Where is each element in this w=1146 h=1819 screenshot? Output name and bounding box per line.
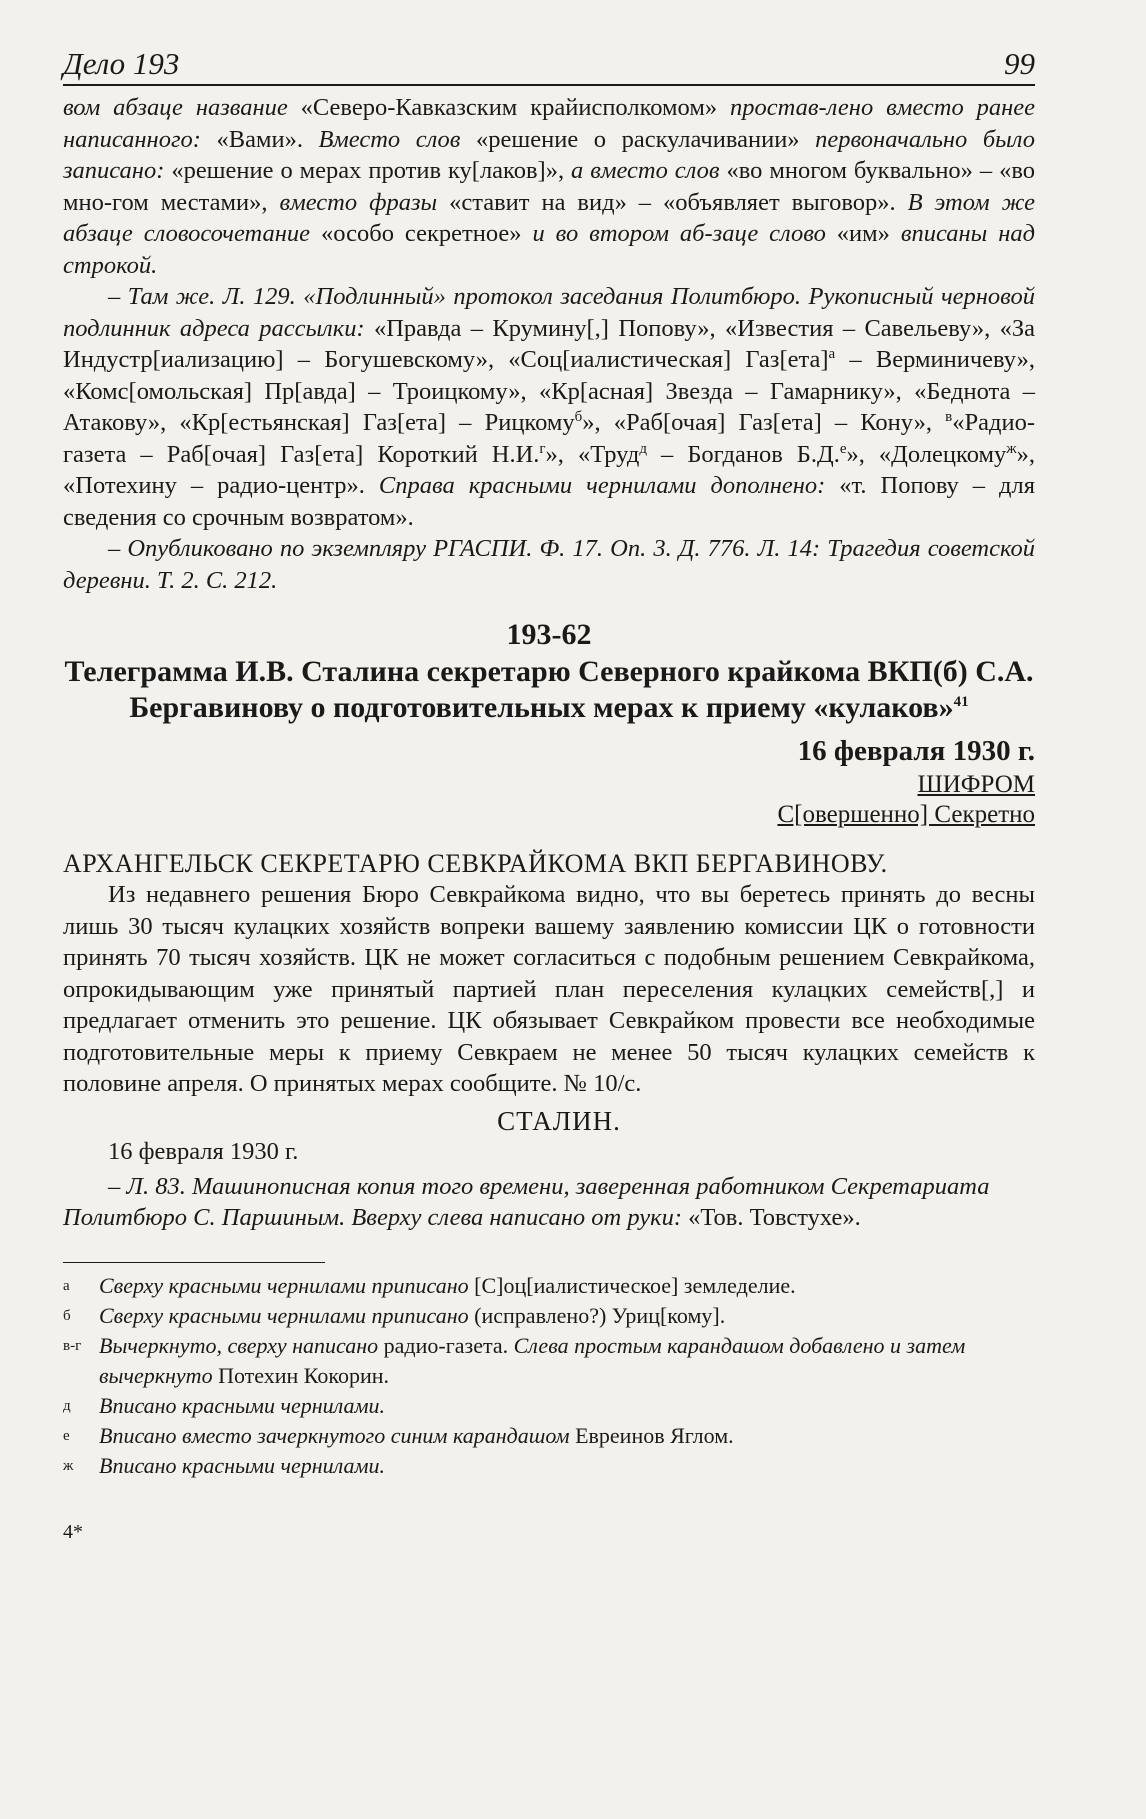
footnote-quote: (исправлено?) Уриц[кому]. (474, 1302, 726, 1328)
note-text: первоначально было записано: (63, 125, 1036, 184)
footnote (63, 1421, 1035, 1451)
note-text: вписаны над строкой. (63, 220, 1035, 279)
note-text: и во втором аб-заце слово (521, 220, 837, 247)
running-header (63, 40, 1035, 86)
footnotes (63, 1271, 1035, 1481)
footnote-ref: ж (1006, 440, 1017, 457)
footnote-text: Слева простым карандашом добавлено и затем вычеркнуто (99, 1332, 966, 1388)
source-quote: «Радио-газета – Раб[очая] Газ[ета] Короткий Н.И. (63, 409, 1036, 468)
note-quote: «во многом буквально» – «во мно-гом местами», (63, 157, 1035, 216)
endnote-ref: 41 (953, 694, 969, 710)
note-text: вом абзаце название (63, 94, 301, 121)
footnote-quote: Потехин Кокорин. (218, 1362, 390, 1388)
stamp-block (63, 770, 1035, 830)
signature-date: 16 февраля 1930 г. (108, 1137, 299, 1165)
source-quote: », «Долецкому (846, 440, 1007, 468)
source-quote: », «Раб[очая] Газ[ета] – Кону», (582, 409, 946, 436)
document-number: 193-62 (506, 618, 592, 651)
editorial-note-continued (63, 92, 1035, 281)
note-text: простав-лено вместо ранее написанного: (63, 94, 1035, 153)
page-number: 99 (1004, 46, 1035, 81)
note-quote: «ставит на вид» – «объявляет выговор». (449, 188, 896, 216)
footnote-ref: е (839, 440, 847, 457)
source-note (63, 281, 1035, 533)
note-text: вместо фразы (267, 188, 450, 216)
source-quote: – Богданов Б.Д. (647, 440, 840, 468)
source-quote: «т. Попову – для сведения со срочным возвратом». (63, 472, 1035, 531)
signature-folio: 4* (63, 1520, 83, 1543)
note-text: а вместо слов (564, 157, 727, 184)
document-title-text: Телеграмма И.В. Сталина секретарю Северного крайкома ВКП(б) С.А. Бергавинову о подготовительных мерах к приему «кулаков» (64, 655, 1034, 724)
footnote-text: Вписано красными чернилами. (99, 1452, 386, 1478)
note-quote: «им» (836, 220, 890, 247)
addressee: АРХАНГЕЛЬСК СЕКРЕТАРЮ СЕВКРАЙКОМА ВКП БЕРГАВИНОВУ. (63, 849, 888, 878)
footnote-quote: [С]оц[иалистическое] земледелие. (474, 1272, 796, 1298)
note-quote: «решение о мерах против ку[лаков]», (171, 157, 565, 184)
footnote-text: Вписано красными чернилами. (99, 1392, 386, 1418)
footnote-mark: д (63, 1397, 71, 1414)
footnote-text: Вписано вместо зачеркнутого синим карандашом (99, 1422, 576, 1448)
source-text: Справа красными чернилами дополнено: (364, 472, 840, 499)
published-note: – Опубликовано по экземпляру РГАСПИ. Ф. 17. Оп. 3. Д. 776. Л. 14: Трагедия советской деревни. Т. 2. С. 212. (63, 535, 1035, 594)
source-quote: », «Труд (545, 440, 640, 468)
footnote-quote: Евреинов Яглом. (575, 1422, 734, 1448)
footnote-ref: г (539, 440, 546, 457)
page (63, 40, 1035, 1544)
footnote-text: Сверху красными чернилами приписано (99, 1302, 475, 1328)
note-text: В этом же абзаце словосочетание (63, 188, 1035, 247)
footnote (63, 1271, 1035, 1301)
footnote-text: Вычеркнуто, сверху написано (99, 1332, 384, 1358)
footnote (63, 1331, 1035, 1391)
footnote-quote: радио-газета. (383, 1332, 509, 1358)
note-quote: «Северо-Кавказским крайисполкомом» (300, 94, 718, 121)
footnote-ref: а (828, 345, 836, 362)
footnote-divider (63, 1262, 325, 1263)
footnote-ref: б (574, 408, 583, 425)
source-text: – Там же. Л. 129. «Подлинный» протокол заседания Политбюро. Рукописный черновой подлинник адреса рассылки: (63, 283, 1035, 342)
footnote-ref: в (945, 408, 953, 425)
source-quote: », «Потехину – радио-центр». (63, 440, 1035, 499)
footnote-text: Сверху красными чернилами приписано (99, 1272, 475, 1298)
footnote-ref: д (639, 440, 647, 457)
footnote (63, 1451, 1035, 1481)
footnote-mark: ж (63, 1457, 74, 1474)
note-quote: «решение о раскулачивании» (476, 125, 800, 153)
footnote (63, 1301, 1035, 1331)
note-quote: «особо секретное» (321, 220, 522, 247)
source-quote: – Верминичеву», «Комс[омольская] Пр[авда] – Троицкому», «Кр[асная] Звезда – Гамарнику», «Беднота – Атакову», «Кр[естьянская] Газ[ета] – Рицкому (63, 346, 1035, 436)
footnote-mark: а (63, 1277, 70, 1294)
classification-stamp (777, 770, 1035, 830)
header-title: Дело 193 (63, 46, 180, 81)
cipher-label: ШИФРОМ (917, 771, 1035, 798)
document-title (63, 654, 1035, 726)
footnote (63, 1391, 1035, 1421)
footnote-mark: е (63, 1427, 70, 1444)
footnote-mark: б (63, 1307, 71, 1324)
archive-quote: «Тов. Товстухе». (688, 1204, 861, 1231)
secrecy-label: С[овершенно] Секретно (777, 801, 1035, 828)
footnote-mark: в-г (63, 1337, 82, 1354)
signature: СТАЛИН. (497, 1105, 621, 1136)
note-text: Вместо слов (302, 125, 476, 153)
telegram-body: Из недавнего решения Бюро Севкрайкома видно, что вы беретесь принять до весны лишь 30 тысяч кулацких хозяйств вопреки вашему заявлению комиссии ЦК о готовности принять 70 тысяч хозяйств. ЦК не может согласиться с подобным решением Севкрайкома, опрокидывающим уже принятый партией план переселения кулацких семейств[,] и предлагает отменить это решение. ЦК обязывает Севкрайком провести все необходимые подготовительные меры к приему Севкраем не менее 50 тысяч кулацких семейств к половине апреля. О принятых мерах сообщите. № 10/с. (63, 881, 1035, 1097)
source-quote: «Правда – Крумину[,] Попову», «Известия – Савельеву», «За Индустр[иализацию] – Богушевскому», «Соц[иалистическая] Газ[ета] (63, 314, 1035, 373)
note-quote: «Вами». (216, 125, 303, 153)
document-date: 16 февраля 1930 г. (797, 735, 1035, 767)
archive-text: – Л. 83. Машинописная копия того времени, заверенная работником Секретариата Политбюро С. Паршиным. Вверху слева написано от руки: (63, 1172, 990, 1231)
archive-note (63, 1171, 1035, 1234)
